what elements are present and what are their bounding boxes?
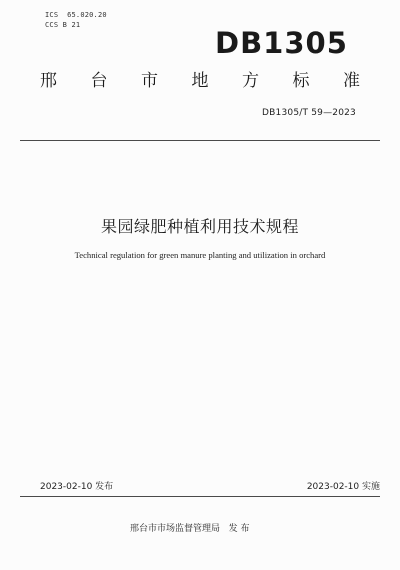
standard-type-char: 邢 bbox=[40, 71, 57, 91]
document-title-chinese: 果园绿肥种植利用技术规程 bbox=[100, 217, 299, 236]
standard-type-char: 准 bbox=[343, 71, 360, 91]
standard-type-char: 方 bbox=[242, 71, 259, 91]
bottom-divider bbox=[20, 496, 380, 497]
standard-number: DB1305/T 59—2023 bbox=[262, 108, 356, 118]
issuing-authority: 邢台市市场监督管理局 发 布 bbox=[130, 524, 250, 534]
standard-type-char: 台 bbox=[90, 71, 108, 91]
document-title-english: Technical regulation for green manure planting and utilization in orchard bbox=[74, 250, 326, 260]
top-divider bbox=[20, 140, 380, 141]
publish-date: 2023-02-10 发布 bbox=[40, 482, 114, 492]
db-logo: DB1305 bbox=[215, 26, 348, 60]
standard-type-heading bbox=[40, 70, 360, 92]
standard-type-char: 标 bbox=[292, 71, 310, 91]
standard-type-char: 市 bbox=[141, 71, 158, 91]
ccs-code: CCS B 21 bbox=[45, 21, 81, 29]
implementation-date: 2023-02-10 实施 bbox=[306, 482, 380, 492]
ics-code: ICS 65.020.20 bbox=[45, 11, 107, 19]
standard-type-char: 地 bbox=[191, 71, 209, 91]
